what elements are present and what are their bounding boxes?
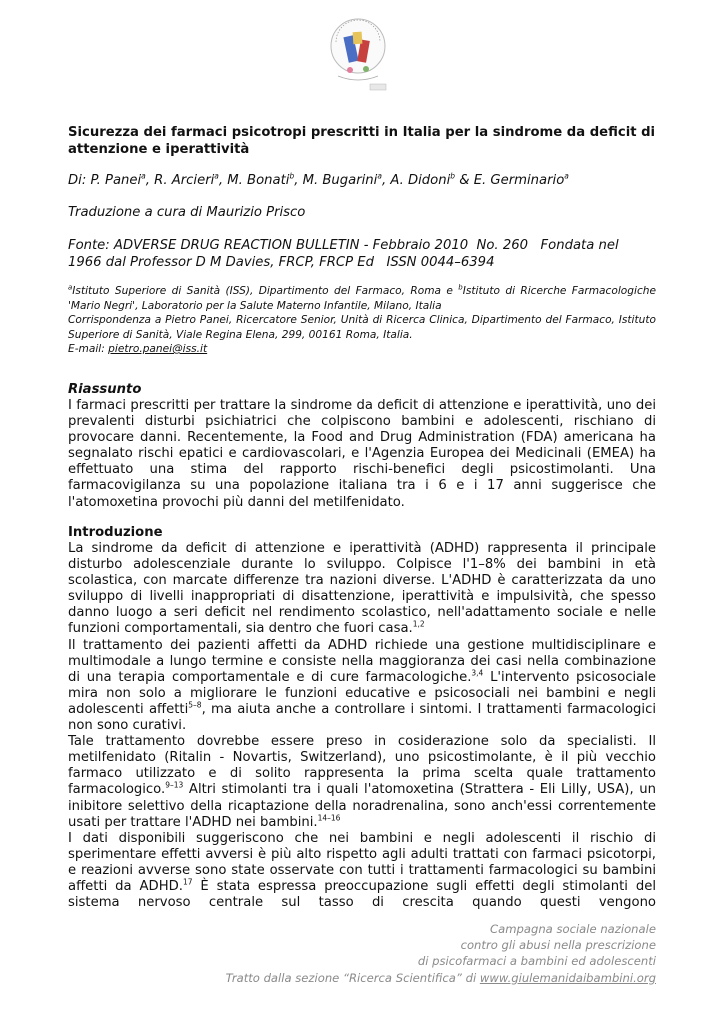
author-separator: ,	[218, 173, 228, 188]
campaign-logo	[326, 14, 390, 94]
intro-p3b-text: Altri stimolanti tra i quali l'atomoxetina (Strattera - Eli Lilly, USA), un inibitore selettivo della ricaptazione della noradrenalina, sono anch'essi correntemente usati per trattare l'ADHD nei bambini.	[68, 782, 656, 830]
author-separator: &	[455, 173, 474, 188]
author-name: M. Bonati	[227, 173, 290, 188]
riassunto-heading: Riassunto	[68, 382, 142, 397]
footer-line-3: di psicofarmaci a bambini ed adolescenti	[417, 954, 656, 969]
intro-p4a-text: I dati disponibili suggeriscono che nei bambini e negli adolescenti il rischio di sperimentare effetti avversi è più alto rispetto agli adulti trattati con farmaci psicotorpi, e reazioni avverse sono state osservate con tutti i trattamenti farmacologici su bambini affetti da ADHD.	[68, 830, 656, 894]
introduzione-body	[68, 541, 656, 911]
footer-line-4	[196, 970, 656, 986]
author-affiliation-mark: a	[564, 171, 569, 181]
intro-paragraph-1	[68, 541, 656, 638]
source-line-1: Fonte: ADVERSE DRUG REACTION BULLETIN - Febbraio 2010 No. 260 Fondata nel	[68, 238, 619, 253]
ref-9-13: 9–13	[165, 781, 184, 791]
intro-p1-text: La sindrome da deficit di attenzione e iperattività (ADHD) rappresenta il principale disturbo adolescenziale durante lo sviluppo. Colpisce l'1–8% dei bambini in età scolastica, con marcate differenze tra nazioni diverse. L'ADHD è caratterizzata da uno sviluppo di livelli inappropriati di disattenzione, iperattività e impulsività, che spesso danno luogo a seri deficit nel rendimento scolastico, nell'adattamento sociale e nelle funzioni comportamentali, sia dentro che fuori casa.	[68, 541, 656, 637]
ref-17: 17	[182, 877, 193, 887]
authors-prefix: Di:	[68, 173, 91, 188]
intro-p4b-text: È stata espressa preoccupazione sugli effetti degli stimolanti del sistema nervoso centrale sul tasso di crescita quando questi vengono	[68, 878, 656, 911]
affiliations	[68, 284, 656, 357]
footer-line-2: contro gli abusi nella prescrizione	[460, 938, 656, 953]
intro-p3a-text: Tale trattamento dovrebbe essere preso in cosiderazione solo da specialisti. Il metilfenidato (Ritalin - Novartis, Switzerland), uno psicostimolante, è il più vecchio farmaco utilizzato e di solito rappresenta la prima scelta quale trattamento farmacologico.	[68, 734, 656, 798]
introduzione-heading: Introduzione	[68, 525, 163, 540]
author-separator: ,	[294, 173, 303, 188]
author-name: P. Panei	[90, 173, 142, 188]
author-affiliation-mark: b	[289, 171, 295, 181]
intro-p2c-text: , ma aiuta anche a controllare i sintomi. I trattamenti farmacologici non sono curativi.	[68, 701, 656, 734]
ref-5-8: 5–8	[188, 700, 202, 710]
source-line-2: 1966 dal Professor D M Davies, FRCP, FRCP Ed ISSN 0044–6394	[68, 255, 495, 270]
authors-line	[68, 172, 658, 189]
email-link[interactable]: pietro.panei@iss.it	[108, 343, 208, 355]
authors-list	[90, 173, 568, 188]
ref-3-4: 3,4	[471, 668, 484, 678]
affiliation-a-text: Istituto Superiore di Sanità (ISS), Dipartimento del Farmaco, Roma e	[72, 285, 459, 297]
intro-paragraph-4	[68, 831, 656, 911]
affiliation-mark-b: b	[458, 283, 463, 292]
affiliation-ab	[68, 284, 656, 313]
translation-credit: Traduzione a cura di Maurizio Prisco	[68, 205, 306, 220]
ref-14-16: 14–16	[317, 813, 341, 823]
affiliation-b-text: Istituto di Ricerche Farmacologiche 'Mario Negri', Laboratorio per la Salute Materno Infantile, Milano, Italia	[68, 285, 657, 312]
author-name: R. Arcieri	[154, 173, 215, 188]
author-affiliation-mark: b	[450, 171, 456, 181]
intro-paragraph-3	[68, 734, 656, 831]
author-separator: ,	[381, 173, 391, 188]
campaign-footer	[196, 921, 656, 986]
correspondence: Corrispondenza a Pietro Panei, Ricercatore Senior, Unità di Ricerca Clinica, Dipartimento del Farmaco, Istituto Superiore di Sanità, Viale Regina Elena, 299, 00161 Roma, Italia.	[68, 314, 656, 341]
intro-p2a-text: Il trattamento dei pazienti affetti da ADHD richiede una gestione multidisciplinare e multimodale a lungo termine e consiste nella maggioranza dei casi nella combinazione di una terapia comportamentale e di cure farmacologiche.	[68, 637, 656, 685]
footer-source-prefix: Tratto dalla sezione “Ricerca Scientifica” di	[225, 970, 480, 985]
author-name: M. Bugarini	[302, 173, 378, 188]
author-affiliation-mark: a	[214, 171, 219, 181]
riassunto-body	[68, 398, 656, 511]
author-name: A. Didoni	[390, 173, 451, 188]
intro-paragraph-2	[68, 638, 656, 735]
author-separator: ,	[145, 173, 155, 188]
author-affiliation-mark: a	[377, 171, 382, 181]
footer-line-1: Campagna sociale nazionale	[490, 922, 656, 936]
intro-p2b-text: L'intervento psicosociale mira non solo a migliorare le funzioni educative e psicosociali nei bambini e negli adolescenti affetti	[68, 669, 656, 717]
email-label: E-mail:	[68, 343, 109, 355]
riassunto-paragraph: I farmaci prescritti per trattare la sindrome da deficit di attenzione e iperattività, uno dei prevalenti disturbi psichiatrici che colpiscono bambini e adolescenti, rischiano di provocare danni. Recentemente, la Food and Drug Administration (FDA) americana ha segnalato rischi epatici e cardiovascolari, e l'Agenzia Europea dei Medicinali (EMEA) ha effettuato una stima del rapporto rischi-benefici degli psicostimolanti. Una farmacovigilanza su una popolazione italiana tra i 6 e i 17 anni suggerisce che l'atomoxetina provochi più danni del metilfenidato.	[68, 398, 656, 510]
source-citation	[68, 237, 668, 271]
affiliation-mark-a: a	[68, 283, 73, 292]
ref-1-2: 1,2	[412, 620, 425, 630]
document-title: Sicurezza dei farmaci psicotropi prescritti in Italia per la sindrome da deficit di attenzione e iperattività	[68, 125, 656, 157]
author-name: E. Germinario	[473, 173, 565, 188]
footer-website-link[interactable]: www.giulemanidaibambini.org	[479, 970, 656, 985]
email-line	[68, 342, 656, 357]
author-affiliation-mark: a	[141, 171, 146, 181]
